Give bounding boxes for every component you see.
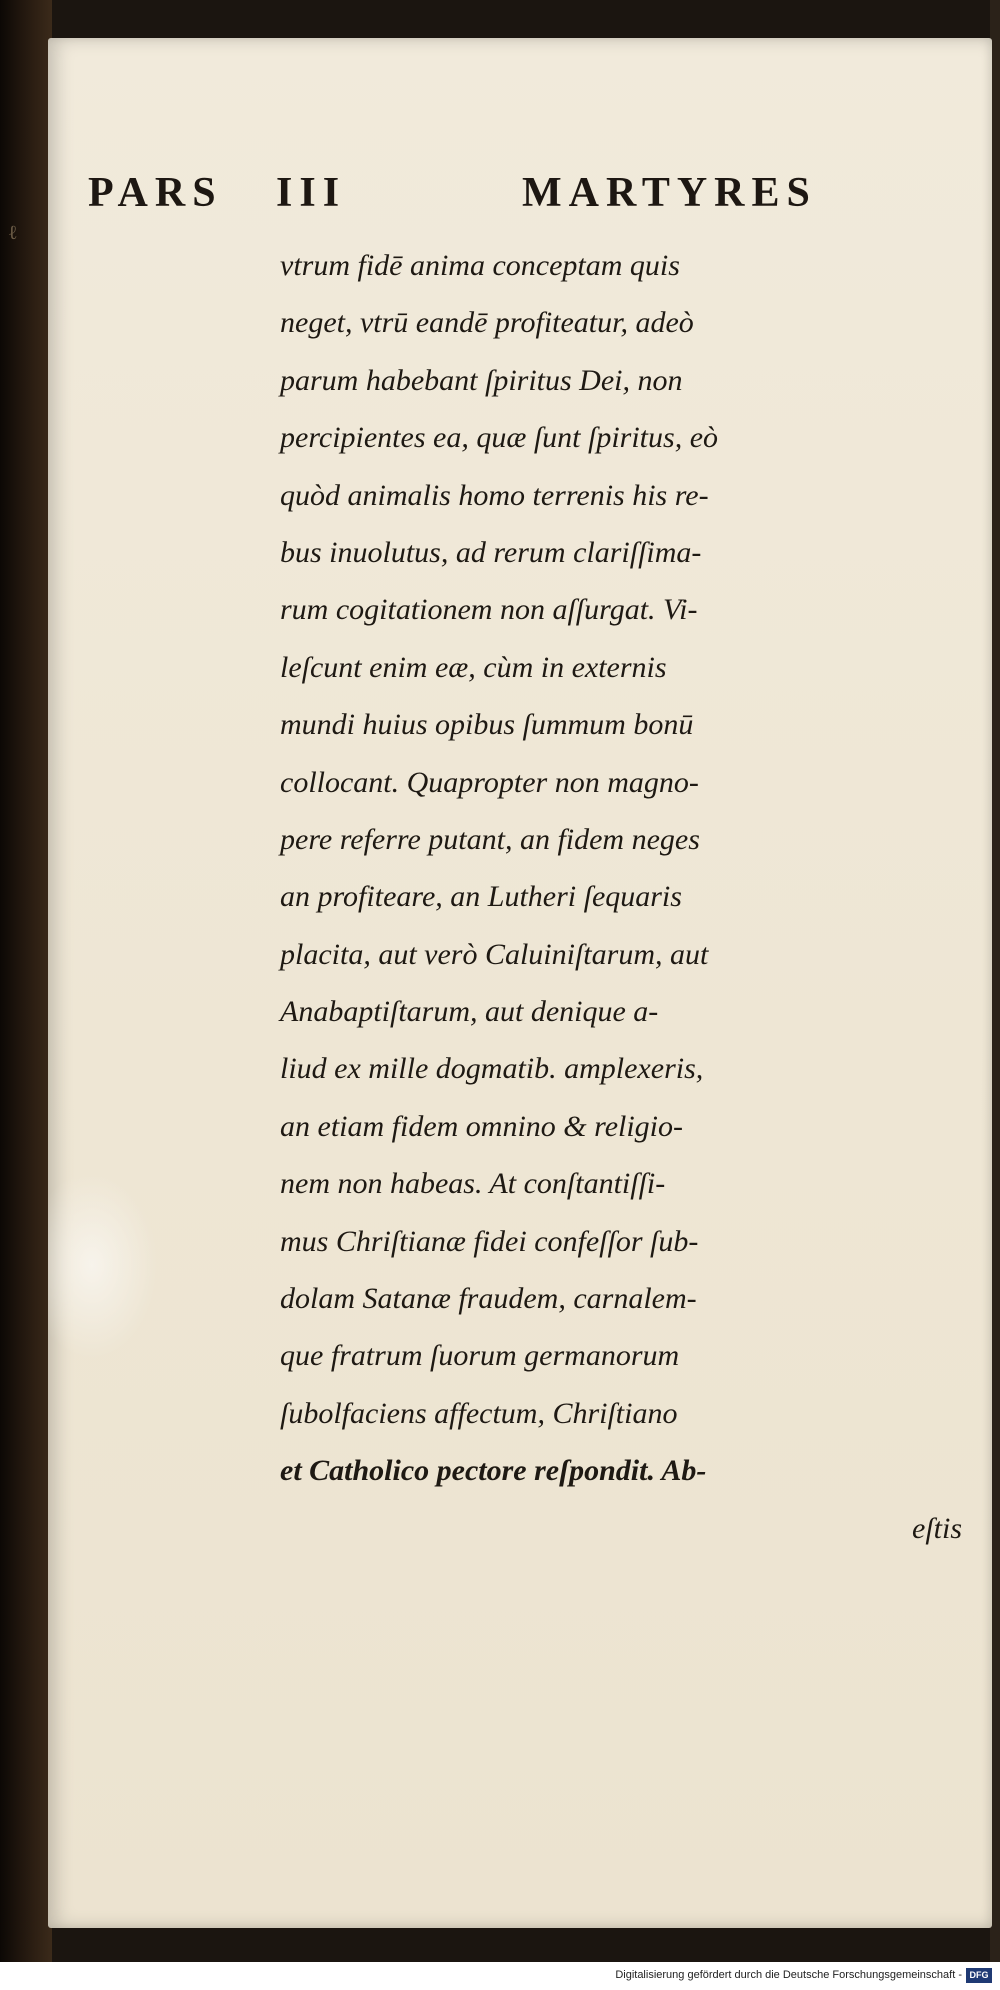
paper-stain: [48, 1170, 158, 1360]
text-line: placita, aut verò Caluiniſtarum, aut: [280, 937, 709, 971]
text-line: collocant. Quapropter non magno-: [280, 765, 699, 799]
body-text: [280, 237, 980, 1557]
text-line: quòd animalis homo terrenis his re-: [280, 478, 709, 512]
text-line: liud ex mille dogmatib. amplexeris,: [280, 1052, 704, 1086]
text-line: que fratrum ſuorum germanorum: [280, 1339, 680, 1373]
text-line-bold: et Catholico pectore reſpondit. Ab-: [280, 1454, 707, 1488]
section-label: PARS: [88, 170, 223, 216]
text-line: percipientes ea, quæ ſunt ſpiritus, eò: [280, 421, 719, 455]
digitization-footer: [0, 1962, 1000, 1990]
text-line: an etiam fidem omnino & religio-: [280, 1109, 684, 1143]
text-line: vtrum fidē anima conceptam quis: [280, 249, 680, 282]
text-line: neget, vtrū eandē profiteatur, adeò: [280, 306, 694, 340]
dfg-logo: DFG: [966, 1968, 992, 1983]
text-line: mus Chriſtianæ fidei confeſſor ſub-: [280, 1224, 699, 1258]
text-line: mundi huius opibus ſummum bonū: [280, 708, 694, 742]
section-number: III: [276, 170, 347, 216]
text-line: parum habebant ſpiritus Dei, non: [280, 363, 683, 397]
text-line: dolam Satanæ fraudem, carnalem-: [280, 1282, 697, 1316]
text-line: bus inuolutus, ad rerum clariſſima-: [280, 535, 702, 569]
book-binding: [0, 0, 52, 1990]
text-line: pere referre putant, an fidem neges: [280, 822, 700, 856]
text-line: ſubolfaciens affectum, Chriſtiano: [280, 1396, 678, 1430]
running-header: [0, 168, 1000, 218]
catchword: eſtis: [912, 1511, 962, 1545]
funding-credit: Digitalisierung gefördert durch die Deutsche Forschungsgemeinschaft -: [615, 1969, 962, 1981]
text-line: an profiteare, an Lutheri ſequaris: [280, 880, 682, 914]
binding-mark: ℓ: [8, 220, 18, 244]
text-line: nem non habeas. At conſtantiſſi-: [280, 1167, 666, 1201]
running-title: MARTYRES: [522, 170, 817, 216]
text-line: Anabaptiſtarum, aut denique a-: [280, 995, 659, 1029]
text-line: leſcunt enim eæ, cùm in externis: [280, 650, 667, 684]
text-line: rum cogitationem non aſſurgat. Vi-: [280, 593, 698, 627]
